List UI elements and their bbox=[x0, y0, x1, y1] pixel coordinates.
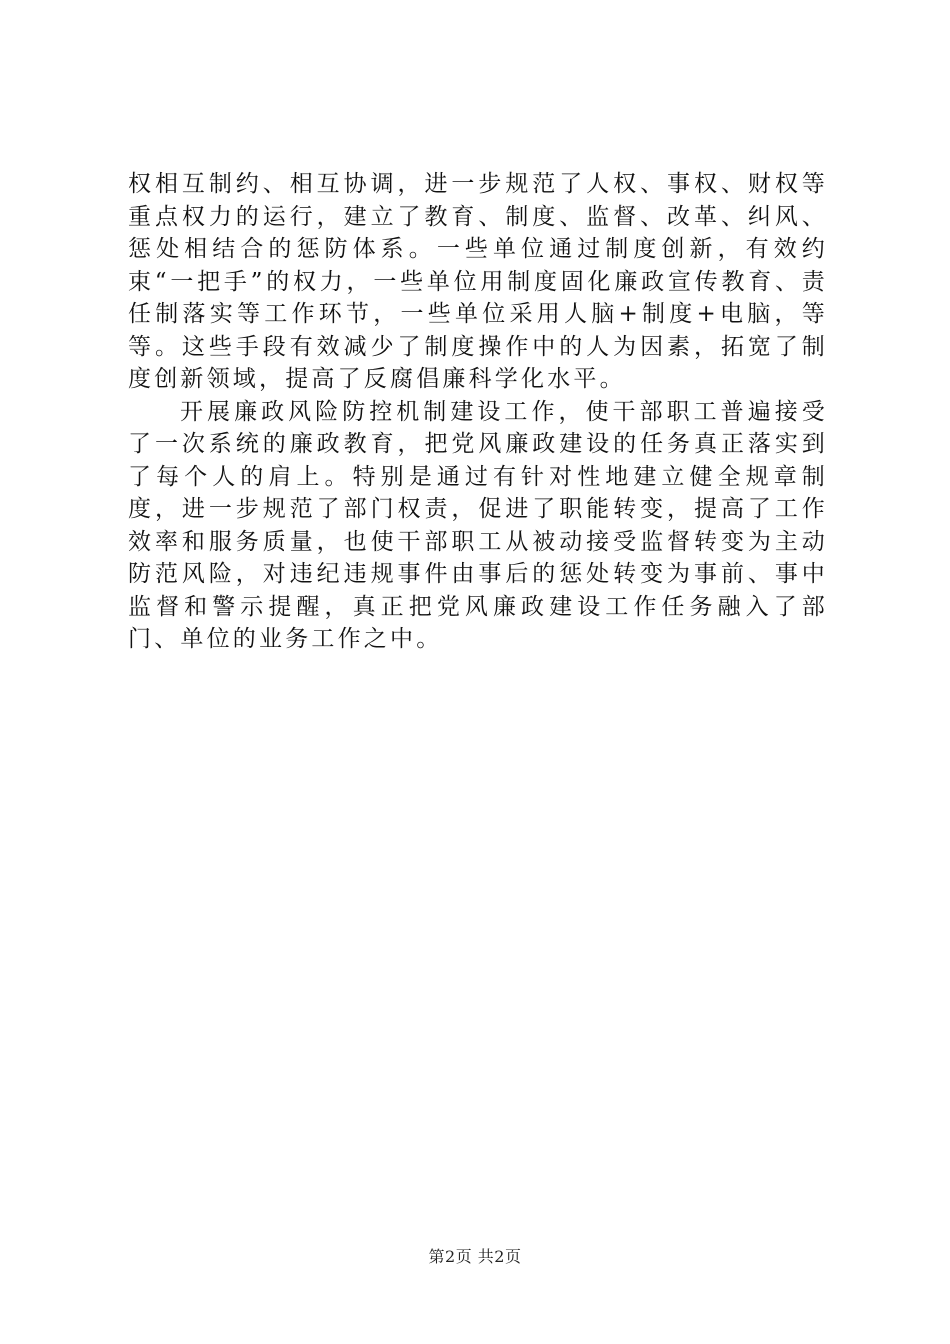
document-body bbox=[128, 168, 828, 656]
paragraph-continued: 权相互制约、相互协调，进一步规范了人权、事权、财权等重点权力的运行，建立了教育、制度、监督、改革、纠风、惩处相结合的惩防体系。一些单位通过制度创新，有效约束“一把手”的权力，一些单位用制度固化廉政宣传教育、责任制落实等工作环节，一些单位采用人脑+制度+电脑，等等。这些手段有效减少了制度操作中的人为因素，拓宽了制度创新领域，提高了反腐倡廉科学化水平。 bbox=[128, 171, 828, 392]
paragraph: 开展廉政风险防控机制建设工作，使干部职工普遍接受了一次系统的廉政教育，把党风廉政建设的任务真正落实到了每个人的肩上。特别是通过有针对性地建立健全规章制度，进一步规范了部门权责，促进了职能转变，提高了工作效率和服务质量，也使干部职工从被动接受监督转变为主动防范风险，对违纪违规事件由事后的惩处转变为事前、事中监督和警示提醒，真正把党风廉政建设工作任务融入了部门、单位的业务工作之中。 bbox=[128, 398, 828, 652]
page-number-footer: 第2页 共2页 bbox=[428, 1247, 522, 1266]
